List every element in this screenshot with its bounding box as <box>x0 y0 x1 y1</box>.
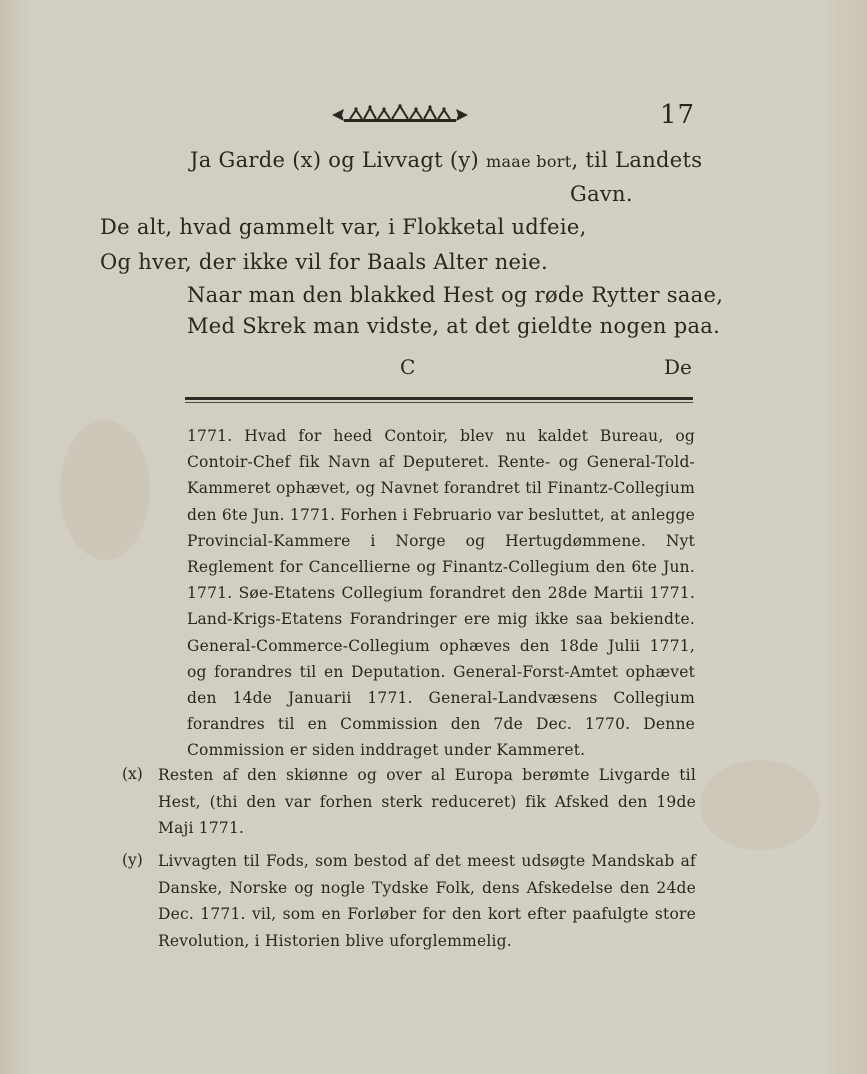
footnote-y-label: (y) <box>122 851 143 869</box>
verse-line-1-small: maae bort <box>485 152 572 171</box>
signature-mark: C <box>400 355 416 379</box>
paper-stain <box>60 420 150 560</box>
verse-line-1-start: Ja Garde (x) og Livvagt (y) <box>190 148 479 172</box>
footnote-x: Resten af den skiønne og over al Europa berømte Livgarde til Hest, (thi den var forhen sterk reduceret) fik Afsked den 19de Maji 1771. <box>158 766 696 837</box>
paper-stain <box>700 760 820 850</box>
page-number: 17 <box>660 100 696 130</box>
footnote-x-label: (x) <box>122 765 143 783</box>
catchword: De <box>664 355 692 379</box>
verse-line-1 <box>190 148 702 172</box>
divider-rule-thin <box>185 402 693 403</box>
crown-ornament-icon <box>330 104 470 126</box>
verse-line-2: De alt, hvad gammelt var, i Flokketal udfeie, <box>100 215 587 239</box>
verse-line-4: Naar man den blakked Hest og røde Rytter saae, <box>187 283 724 307</box>
editorial-note-text: 1771. Hvad for heed Contoir, blev nu kaldet Bureau, og Contoir-Chef fik Navn af Deputeret. Rente- og General-Told-Kammeret ophævet, og Navnet forandret til Finantz-Collegium den 6te Jun. 1771. Forhen i Februario var besluttet, at anlegge Provincial-Kammere i Norge og Hertugdømmene. Nyt Reglement for Cancellierne og Finantz-Collegium den 6te Jun. 1771. Søe-Etatens Collegium forandret den 28de Martii 1771. Land-Krigs-Etatens Forandringer ere mig ikke saa bekiendte. General-Commerce-Collegium ophæves den 18de Julii 1771, og forandres til en Deputation. General-Forst-Amtet ophævet den 14de Januarii 1771. General-Landvæsens Collegium forandres til en Commission den 7de Dec. 1770. Denne Commission er siden inddraget under Kammeret. <box>187 427 695 760</box>
verse-line-1-continuation: Gavn. <box>570 182 633 206</box>
verse-line-1-end: , til Landets <box>571 148 703 172</box>
editorial-note <box>187 423 695 764</box>
divider-rule <box>185 397 693 400</box>
verse-line-5: Med Skrek man vidste, at det gieldte nogen paa. <box>187 314 721 338</box>
verse-line-3: Og hver, der ikke vil for Baals Alter neie. <box>100 250 548 274</box>
footnote-y: Livvagten til Fods, som bestod af det meest udsøgte Mandskab af Danske, Norske og nogle Tydske Folk, dens Afskedelse den 24de Dec. 1771. vil, som en Forløber for den kort efter paafulgte store Revolution, i Historien blive uforglemmelig. <box>158 852 696 950</box>
